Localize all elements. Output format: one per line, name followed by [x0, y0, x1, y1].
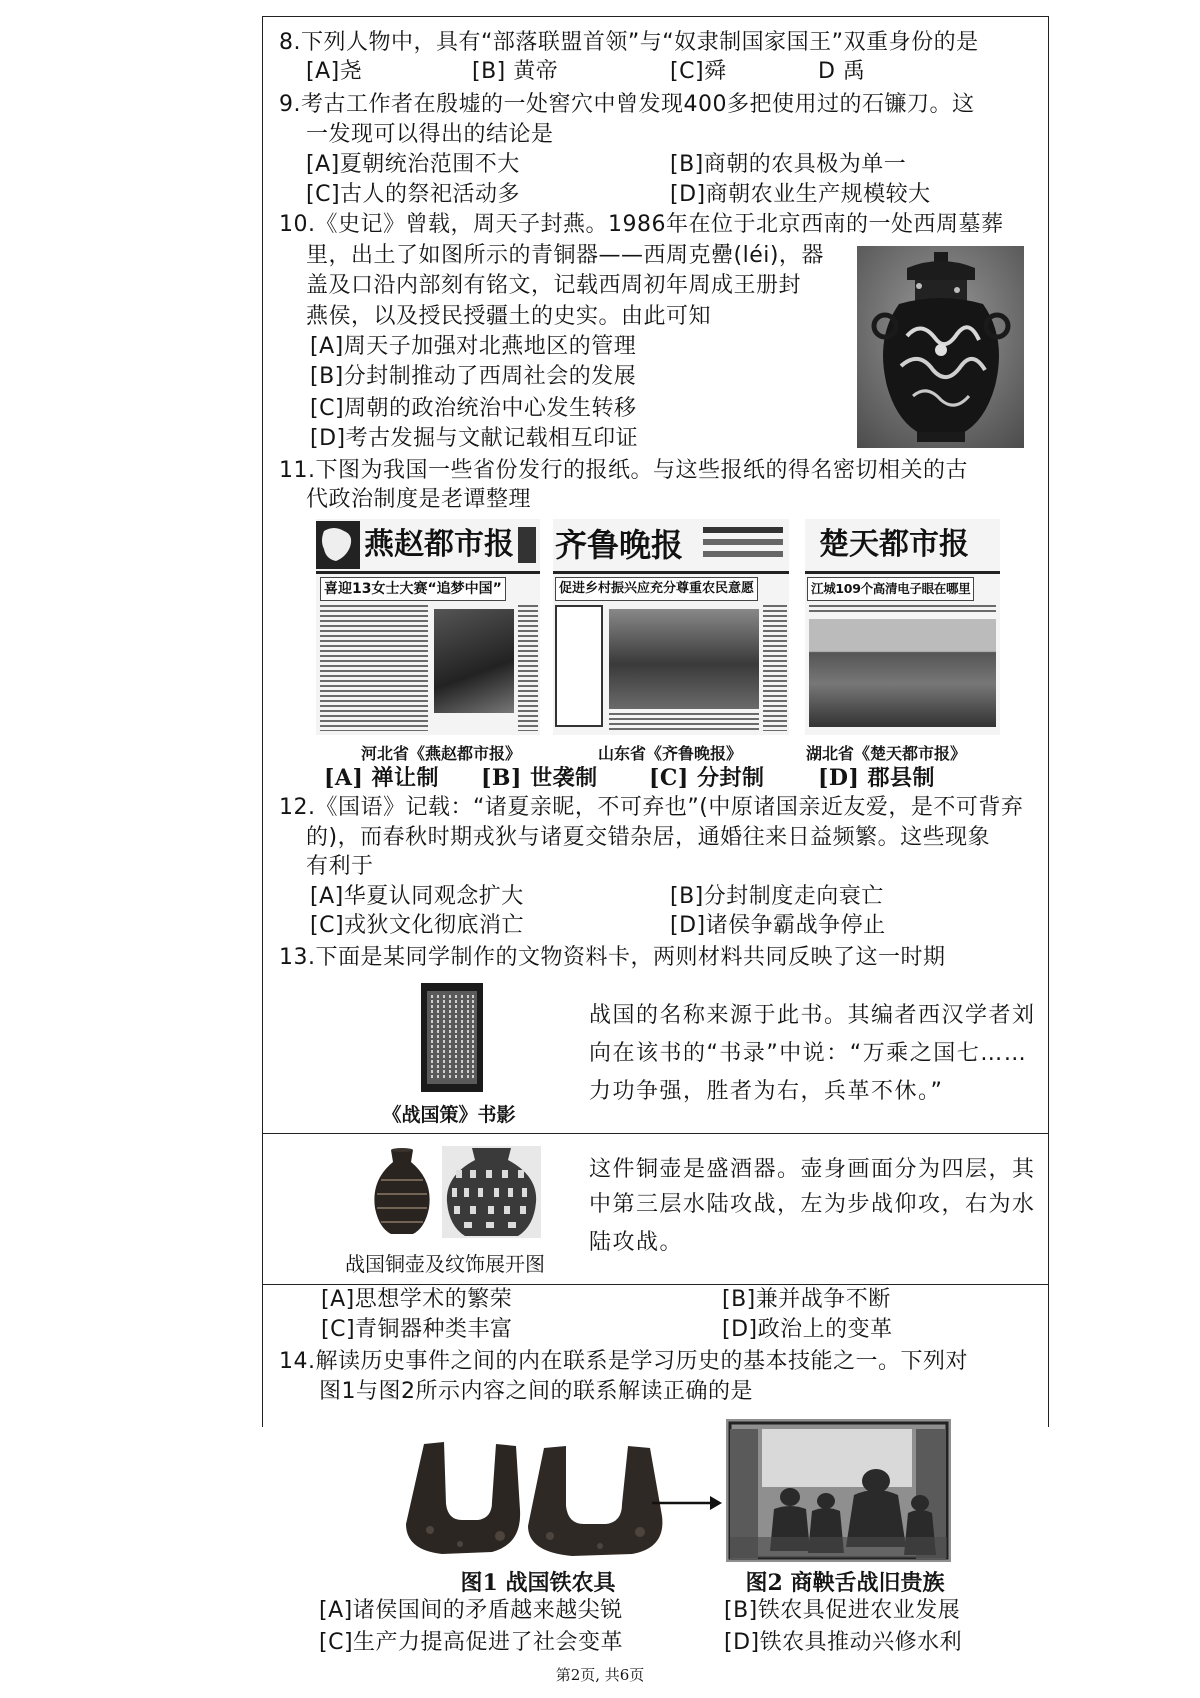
q14-option-b: [B]铁农具促进农业发展 — [724, 1598, 961, 1623]
q11-option-d: [D] 郡县制 — [818, 765, 936, 791]
q10-option-d: [D]考古发掘与文献记载相互印证 — [310, 426, 639, 451]
newspaper-masthead: 齐鲁晚报 — [555, 526, 684, 564]
newspaper-feature-column — [555, 605, 603, 727]
q11-option-a: [A] 禅让制 — [324, 765, 440, 791]
q13-option-a: [A]思想学术的繁荣 — [321, 1287, 513, 1312]
q10-option-c: [C]周朝的政治统治中心发生转移 — [310, 396, 637, 421]
card2-text-line-2: 中第三层水陆攻战，左为步战仰攻，右为水 — [589, 1192, 1036, 1217]
q13-stem: 13.下面是某同学制作的文物资料卡，两则材料共同反映了这一时期 — [279, 945, 946, 970]
figure1-caption: 图1 战国铁农具 — [460, 1570, 616, 1596]
newspaper-photo — [609, 609, 759, 709]
card-divider — [262, 1133, 1049, 1134]
q11-option-c: [C] 分封制 — [649, 765, 765, 791]
q13-option-d: [D]政治上的变革 — [722, 1317, 893, 1342]
newspaper-yanzhao — [316, 519, 540, 735]
card2-text-line-3: 陆攻战。 — [589, 1230, 684, 1255]
bronze-lei-vessel-photo — [857, 246, 1024, 448]
newspaper-qilu — [553, 519, 789, 735]
q10-option-b: [B]分封制推动了西周社会的发展 — [310, 364, 637, 389]
page-footer: 第2页, 共6页 — [555, 1666, 645, 1684]
q12-stem-line-3: 有利于 — [306, 854, 374, 879]
q10-option-a: [A]周天子加强对北燕地区的管理 — [310, 334, 637, 359]
card2-text-line-1: 这件铜壶是盛酒器。壶身画面分为四层，其 — [589, 1157, 1036, 1182]
newspaper-masthead: 楚天都市报 — [819, 527, 969, 562]
q8-option-b: [B] 黄帝 — [472, 59, 559, 84]
q11-option-b: [B] 世袭制 — [481, 765, 598, 791]
q8-option-a: [A]尧 — [306, 59, 363, 84]
card1-text-line-2: 向在该书的“书录”中说：“万乘之国七…… — [589, 1041, 1028, 1066]
shang-yang-debate-painting — [726, 1419, 951, 1562]
newspaper-photo — [809, 619, 996, 727]
q9-option-d: [D]商朝农业生产规模较大 — [670, 182, 931, 207]
card1-caption: 《战国策》书影 — [382, 1104, 516, 1126]
q9-option-c: [C]古人的祭祀活动多 — [306, 182, 521, 207]
q13-option-c: [C]青铜器种类丰富 — [321, 1317, 513, 1342]
q12-stem-line-2: 的)，而春秋时期戎狄与诸夏交错杂居，通婚往来日益频繁。这些现象 — [306, 825, 991, 850]
newspaper-caption-hubei: 湖北省《楚天都市报》 — [805, 744, 966, 763]
newspaper-chutian — [805, 519, 1000, 735]
card-divider — [262, 1284, 1049, 1285]
q14-stem-line-2: 图1与图2所示内容之间的联系解读正确的是 — [319, 1379, 753, 1404]
arrow-right-icon — [650, 1494, 724, 1512]
q11-stem-line-1: 11.下图为我国一些省份发行的报纸。与这些报纸的得名密切相关的古 — [279, 458, 968, 483]
map-emblem-icon — [316, 521, 360, 569]
q14-stem-line-1: 14.解读历史事件之间的内在联系是学习历史的基本技能之一。下列对 — [279, 1349, 968, 1374]
newspaper-photo — [434, 609, 514, 713]
q13-option-b: [B]兼并战争不断 — [722, 1287, 891, 1312]
q12-option-b: [B]分封制度走向衰亡 — [670, 884, 884, 909]
q8-stem: 8.下列人物中，具有“部落联盟首领”与“奴隶制国家国王”双重身份的是 — [279, 30, 979, 55]
newspaper-headline: 促进乡村振兴应充分尊重农民意愿 — [555, 577, 758, 601]
zhanguoce-book-image — [421, 983, 483, 1092]
card1-text-line-1: 战国的名称来源于此书。其编者西汉学者刘 — [589, 1003, 1036, 1028]
q9-option-b: [B]商朝的农具极为单一 — [670, 152, 907, 177]
newspaper-caption-hebei: 河北省《燕赵都市报》 — [360, 744, 521, 763]
q14-option-a: [A]诸侯国间的矛盾越来越尖锐 — [319, 1598, 623, 1623]
q9-stem-line-2: 一发现可以得出的结论是 — [306, 122, 554, 147]
q12-option-c: [C]戎狄文化彻底消亡 — [310, 913, 525, 938]
q9-option-a: [A]夏朝统治范围不大 — [306, 152, 520, 177]
q9-stem-line-1: 9.考古工作者在殷墟的一处窖穴中曾发现400多把使用过的石镰刀。这 — [279, 92, 975, 117]
q10-stem-line-3: 盖及口沿内部刻有铭文，记载西周初年周成王册封 — [306, 273, 802, 298]
q10-stem-line-1: 10.《史记》曾载，周天子封燕。1986年在位于北京西南的一处西周墓葬 — [279, 212, 1004, 237]
q10-stem-line-4: 燕侯，以及授民授疆土的史实。由此可知 — [306, 304, 712, 329]
q10-stem-line-2: 里，出土了如图所示的青铜器——西周克罍(léi)，器 — [306, 243, 824, 268]
card2-caption: 战国铜壶及纹饰展开图 — [345, 1252, 545, 1276]
q14-option-d: [D]铁农具推动兴修水利 — [724, 1630, 963, 1655]
figure2-caption: 图2 商鞅舌战旧贵族 — [745, 1570, 945, 1596]
card1-text-line-3: 力功争强，胜者为右，兵革不休。” — [589, 1079, 944, 1104]
q12-stem-line-1: 12.《国语》记载：“诸夏亲昵，不可弃也”(中原诸国亲近友爱，是不可背弃 — [279, 795, 1024, 820]
newspaper-masthead: 燕赵都市报 — [364, 527, 514, 562]
q8-option-d: D 禹 — [818, 59, 866, 84]
q8-option-c: [C]舜 — [670, 59, 727, 84]
bronze-hu-vase-photo — [369, 1146, 435, 1238]
newspaper-headline: 喜迎13女士大赛“追梦中国” — [320, 577, 506, 601]
newspaper-caption-shandong: 山东省《齐鲁晚报》 — [597, 744, 742, 763]
newspaper-headline: 江城109个高清电子眼在哪里 — [807, 577, 974, 601]
q14-option-c: [C]生产力提高促进了社会变革 — [319, 1630, 624, 1655]
q12-option-d: [D]诸侯争霸战争停止 — [670, 913, 886, 938]
bronze-hu-pattern-unfolded — [442, 1146, 541, 1238]
q11-stem-line-2: 代政治制度是老谭整理 — [306, 487, 532, 512]
q12-option-a: [A]华夏认同观念扩大 — [310, 884, 524, 909]
